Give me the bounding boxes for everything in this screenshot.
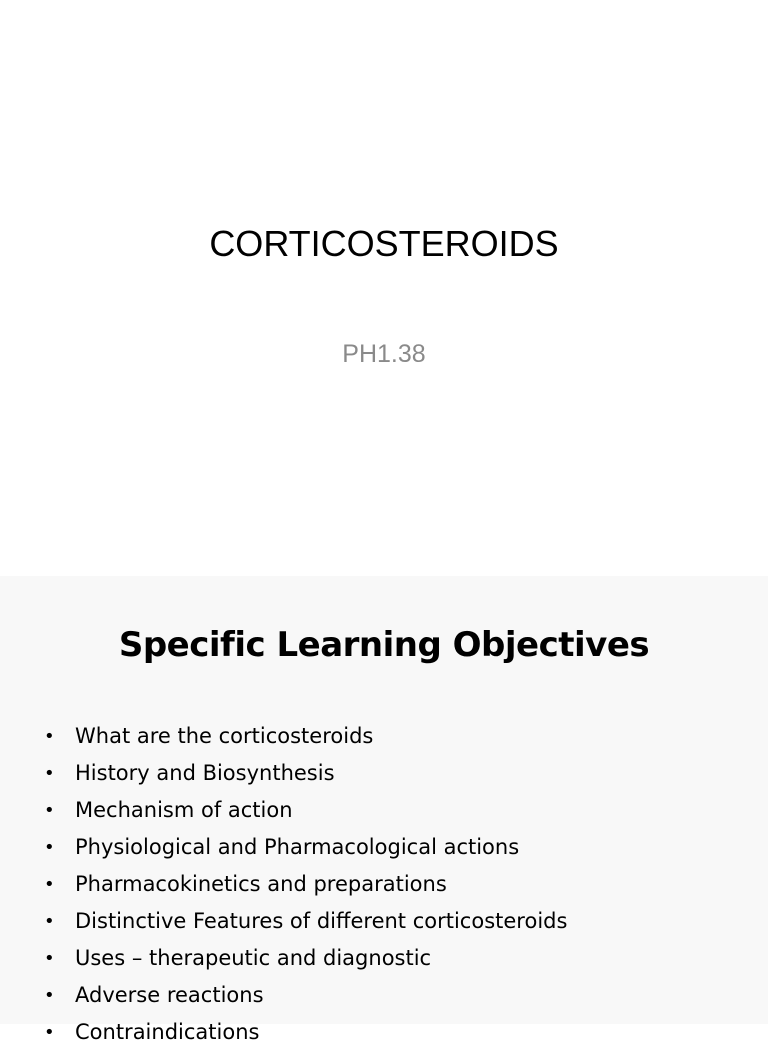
list-item	[44, 977, 567, 1014]
list-item	[44, 829, 567, 866]
list-item-text: Contraindications	[75, 1020, 260, 1044]
bullet-icon: •	[44, 985, 55, 1006]
list-item	[44, 940, 567, 977]
bullet-icon: •	[44, 800, 55, 821]
list-item-text: Uses – therapeutic and diagnostic	[75, 946, 432, 970]
list-item-text: Distinctive Features of different corticosteroids	[75, 909, 568, 933]
list-item-text: Pharmacokinetics and preparations	[75, 872, 447, 896]
bullet-icon: •	[44, 1022, 55, 1043]
bullet-icon: •	[44, 837, 55, 858]
list-item	[44, 903, 567, 940]
bullet-icon: •	[44, 726, 55, 747]
objectives-slide	[0, 576, 768, 1044]
list-item	[44, 718, 567, 755]
objectives-heading: Specific Learning Objectives	[118, 625, 650, 665]
slide-title: CORTICOSTEROIDS	[209, 223, 559, 264]
list-item	[44, 755, 567, 792]
objectives-list	[44, 718, 567, 1051]
slide-subtitle: PH1.38	[342, 340, 426, 368]
list-item-text: Mechanism of action	[75, 798, 293, 822]
bullet-icon: •	[44, 874, 55, 895]
bullet-icon: •	[44, 948, 55, 969]
bullet-icon: •	[44, 763, 55, 784]
list-item-text: What are the corticosteroids	[75, 724, 374, 748]
bullet-icon: •	[44, 911, 55, 932]
list-item	[44, 866, 567, 903]
list-item	[44, 1014, 567, 1051]
list-item-text: Physiological and Pharmacological actions	[75, 835, 520, 859]
list-item	[44, 792, 567, 829]
list-item-text: Adverse reactions	[75, 983, 264, 1007]
list-item-text: History and Biosynthesis	[75, 761, 335, 785]
